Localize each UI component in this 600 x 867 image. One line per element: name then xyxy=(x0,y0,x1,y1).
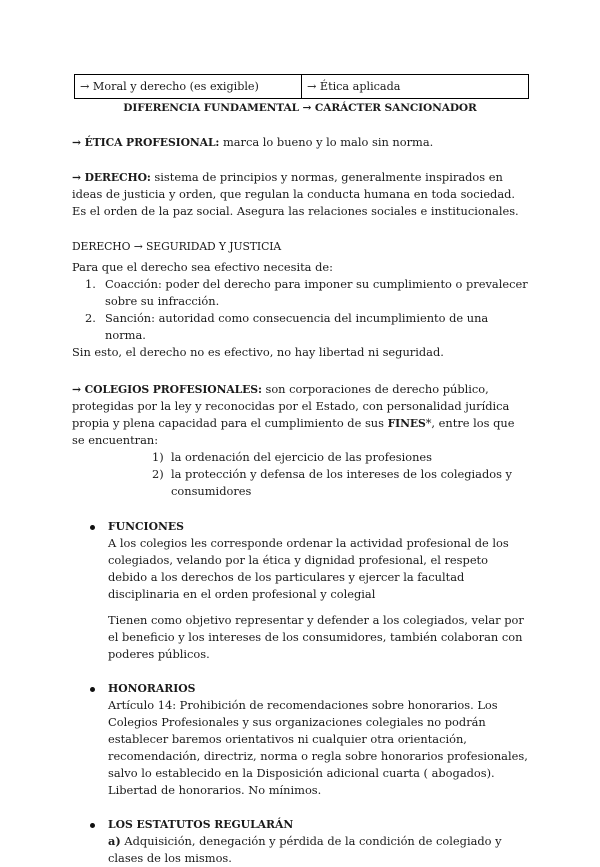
colegios-label: → COLEGIOS PROFESIONALES: xyxy=(72,383,262,396)
etica-profesional-paragraph xyxy=(72,134,528,151)
list-number: 2) xyxy=(152,467,164,481)
colegios-paragraph xyxy=(72,381,528,449)
honorarios-paragraph-2: Libertad de honorarios. No mínimos. xyxy=(108,783,322,797)
document-page xyxy=(72,74,528,867)
table-cell-moral-derecho: → Moral y derecho (es exigible) xyxy=(75,75,302,99)
honorarios-section xyxy=(72,680,528,799)
list-item xyxy=(72,310,528,344)
derecho-paragraph xyxy=(72,169,528,220)
funciones-title: FUNCIONES xyxy=(108,520,184,533)
table-row xyxy=(75,75,529,99)
comparison-table xyxy=(74,74,529,99)
list-number: 1. xyxy=(85,277,96,291)
list-item-text: Sanción: autoridad como consecuencia del incumplimiento de una norma. xyxy=(105,311,489,342)
estatutos-item-a xyxy=(108,833,528,867)
funciones-paragraph-1: A los colegios les corresponde ordenar la actividad profesional de los colegiados, velando por la ética y dignidad profesional, el respeto debido a los derechos de los particulares y ejercer la facultad disciplinaria en el orden profesional y colegial xyxy=(108,536,509,601)
efectivo-list xyxy=(72,276,528,344)
colegios-text-1: son corporaciones de derecho público, protegidas por la ley y reconocidas por el Estado, con personalidad jurídica propia y plena capacidad para el cumplimiento de sus xyxy=(72,382,510,430)
list-number: 2. xyxy=(85,311,96,325)
etica-profesional-label: → ÉTICA PROFESIONAL: xyxy=(72,136,220,149)
bullet-icon xyxy=(90,687,95,692)
list-number: 1) xyxy=(152,450,164,464)
list-item-text: Coacción: poder del derecho para imponer su cumplimiento o prevalecer sobre su infracción. xyxy=(105,277,528,308)
fines-label: FINES xyxy=(387,417,426,430)
list-item-text: la protección y defensa de los intereses de los colegiados y consumidores xyxy=(171,467,512,498)
honorarios-title: HONORARIOS xyxy=(108,682,196,695)
estatutos-item-a-text: Adquisición, denegación y pérdida de la condición de colegiado y clases de los mismos. xyxy=(108,834,502,865)
bullet-icon xyxy=(90,823,95,828)
list-item xyxy=(72,449,528,466)
estatutos-item-a-label: a) xyxy=(108,834,121,848)
colegios-text-2: *, entre los que se encuentran: xyxy=(72,416,515,447)
derecho-label: → DERECHO: xyxy=(72,171,151,184)
derecho-seguridad-line: DERECHO → SEGURIDAD Y JUSTICIA xyxy=(72,240,282,253)
list-item-text: la ordenación del ejercicio de las profesiones xyxy=(171,450,433,464)
efectivo-outro: Sin esto, el derecho no es efectivo, no hay libertad ni seguridad. xyxy=(72,345,444,359)
derecho-text: sistema de principios y normas, generalmente inspirados en ideas de justicia y orden, que regulan la conducta humana en toda sociedad. Es el orden de la paz social. Asegura las relaciones sociales e institucionales. xyxy=(72,170,519,218)
diferencia-fundamental-heading: DIFERENCIA FUNDAMENTAL → CARÁCTER SANCIONADOR xyxy=(123,102,477,114)
estatutos-title: LOS ESTATUTOS REGULARÁN xyxy=(108,818,294,831)
honorarios-paragraph-1: Artículo 14: Prohibición de recomendaciones sobre honorarios. Los Colegios Profesionales y sus organizaciones colegiales no podrán establecer baremos orientativos ni cualquier otra orientación, recomendación, directriz, norma o regla sobre honorarios profesionales, salvo lo establecido en la Disposición adicional cuarta ( abogados). xyxy=(108,698,528,780)
list-item xyxy=(72,466,528,500)
funciones-section xyxy=(72,518,528,663)
fines-list xyxy=(72,449,528,500)
funciones-paragraph-2: Tienen como objetivo representar y defender a los colegiados, velar por el beneficio y los intereses de los consumidores, también colaboran con poderes públicos. xyxy=(108,613,524,661)
bullet-icon xyxy=(90,525,95,530)
list-item xyxy=(72,276,528,310)
efectivo-intro: Para que el derecho sea efectivo necesita de: xyxy=(72,260,333,274)
table-cell-etica-aplicada: → Ética aplicada xyxy=(302,75,529,99)
estatutos-section xyxy=(72,816,528,867)
etica-profesional-text: marca lo bueno y lo malo sin norma. xyxy=(219,135,434,149)
